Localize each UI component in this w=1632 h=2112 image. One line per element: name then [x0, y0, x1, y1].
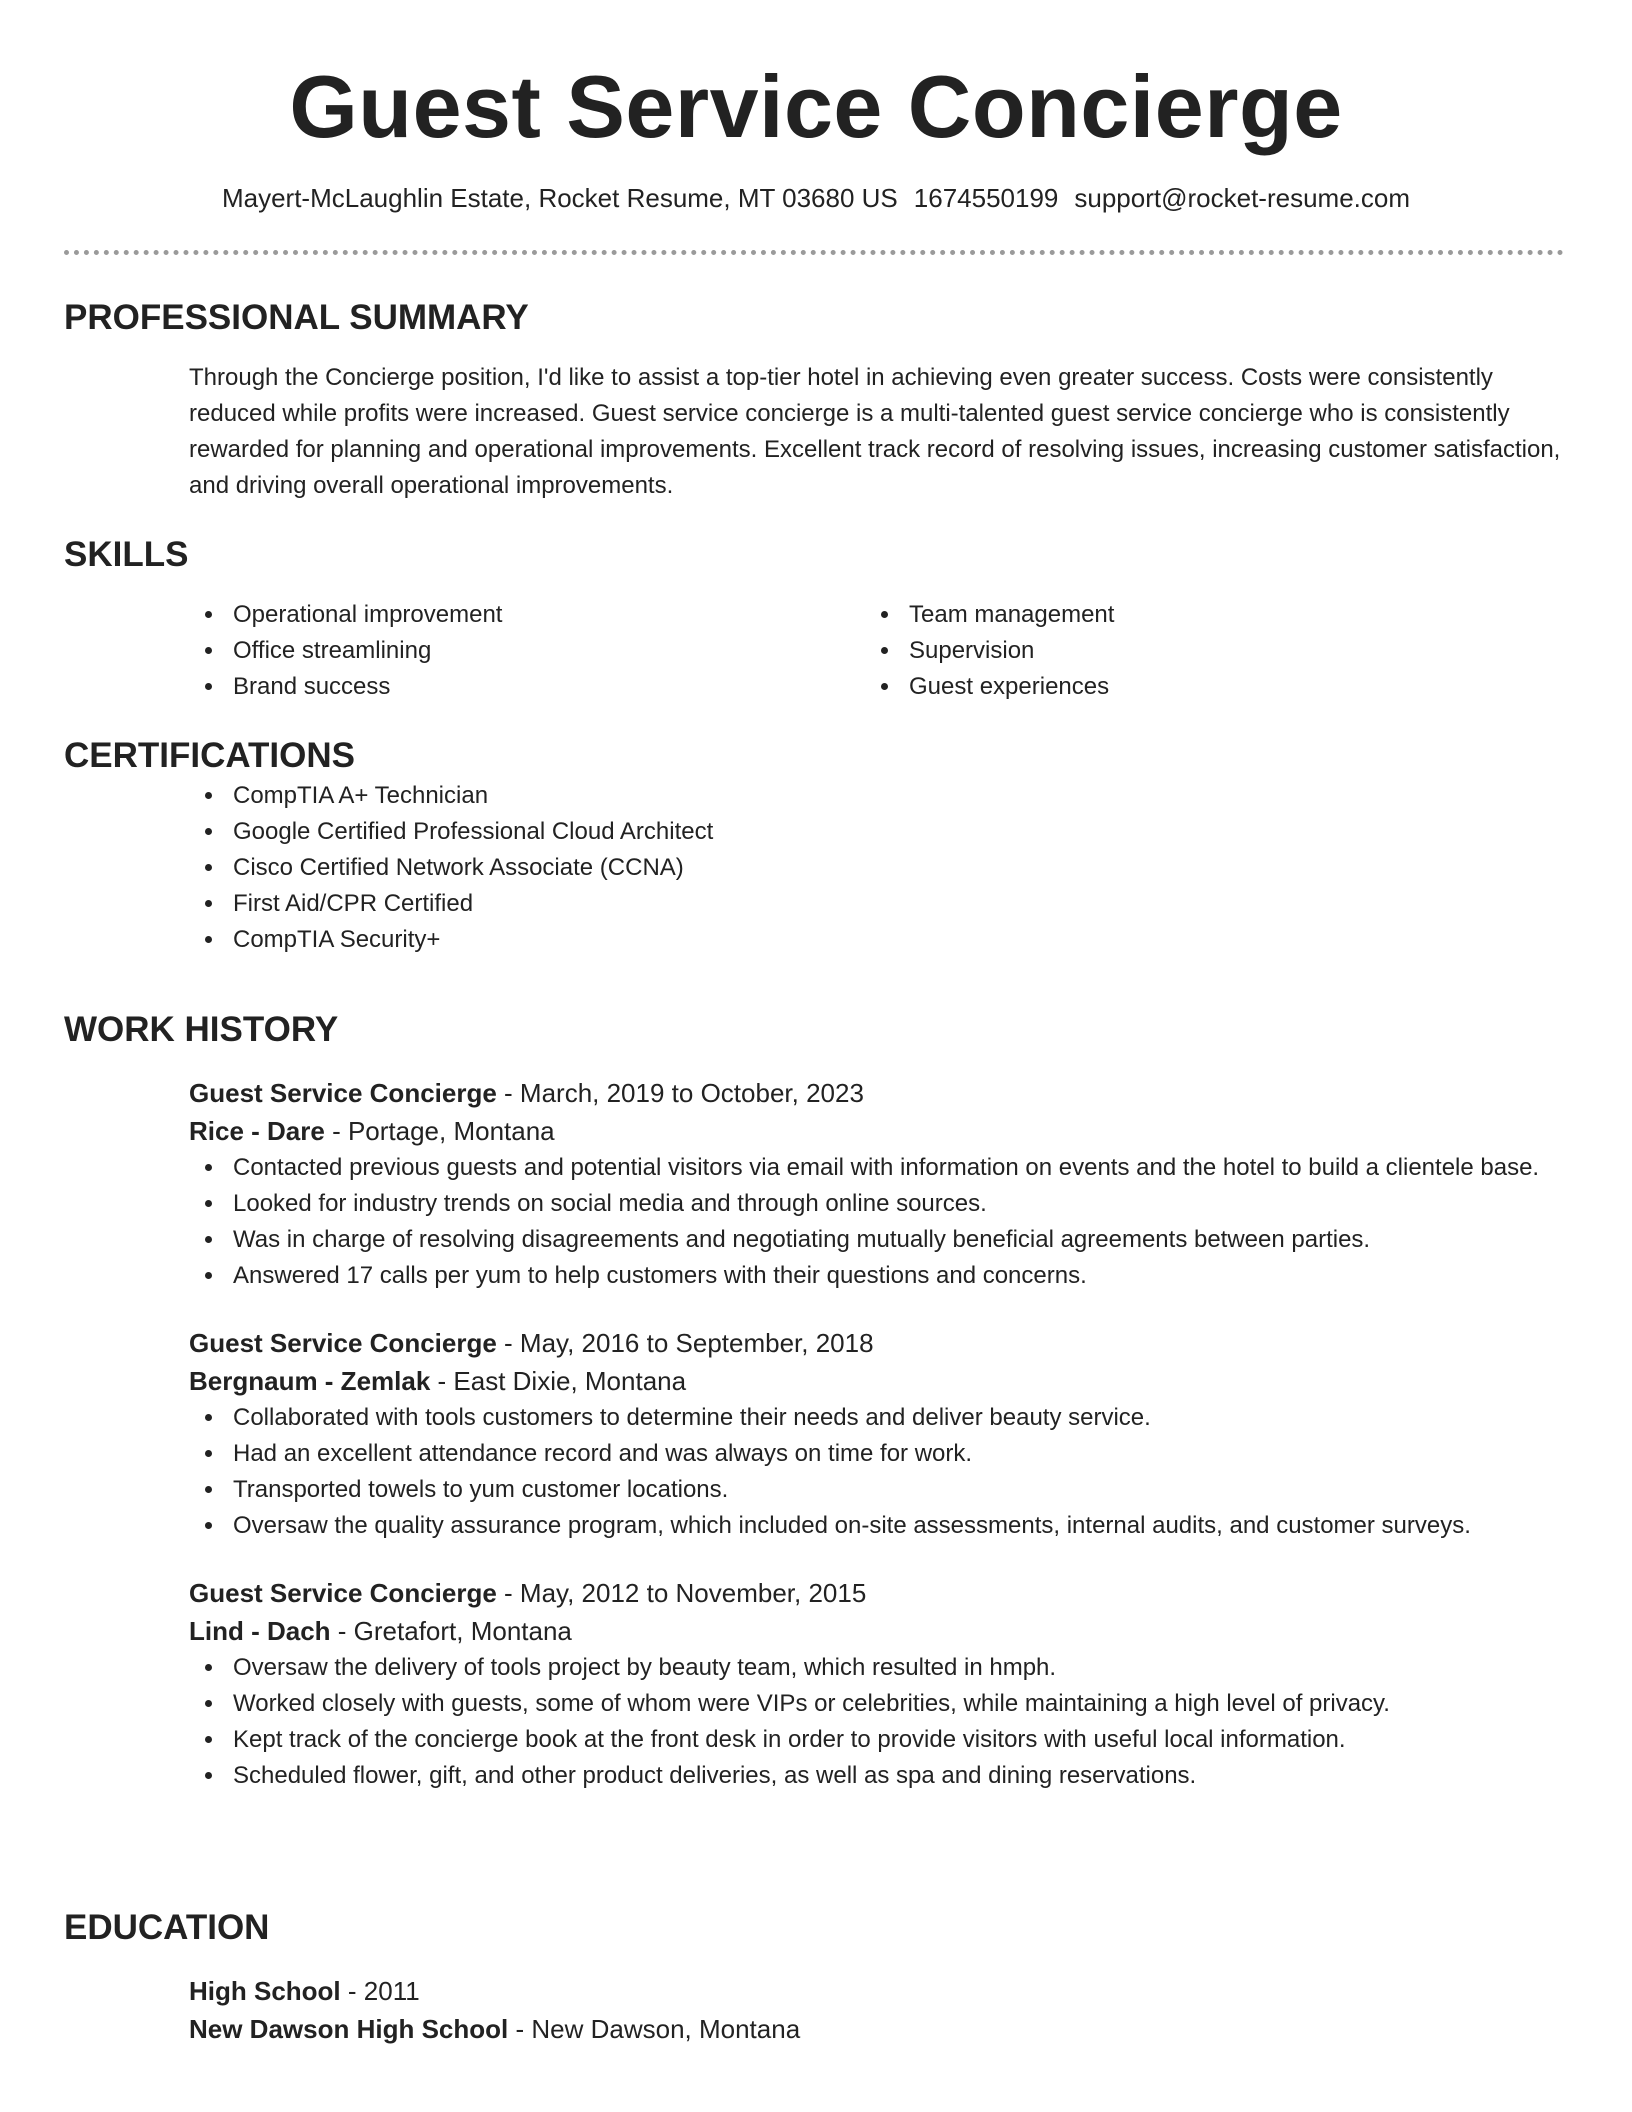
certifications-heading: CERTIFICATIONS — [64, 736, 356, 775]
skill-item: Supervision — [865, 633, 1541, 669]
job-company-line — [189, 1612, 1564, 1650]
job-bullet: Answered 17 calls per yum to help customers with their questions and concerns. — [189, 1258, 1564, 1294]
job-bullet: Transported towels to yum customer locations. — [189, 1472, 1564, 1508]
job-bullet: Scheduled flower, gift, and other product deliveries, as well as spa and dining reservations. — [189, 1758, 1564, 1794]
certification-item: CompTIA A+ Technician — [189, 778, 1564, 814]
skills-list-right — [865, 597, 1541, 705]
work-history-section — [64, 1008, 1564, 1824]
job-title: Guest Service Concierge — [189, 1078, 497, 1108]
skill-item: Team management — [865, 597, 1541, 633]
education-school-line — [189, 2010, 1564, 2048]
certification-item: CompTIA Security+ — [189, 922, 1564, 958]
job-bullet: Contacted previous guests and potential visitors via email with information on events and the hotel to build a clientele base. — [189, 1150, 1564, 1186]
job-bullet: Kept track of the concierge book at the front desk in order to provide visitors with useful local information. — [189, 1722, 1564, 1758]
certifications-list — [189, 778, 1564, 958]
job-dates: - March, 2019 to October, 2023 — [496, 1078, 864, 1108]
job-bullet: Collaborated with tools customers to determine their needs and deliver beauty service. — [189, 1400, 1564, 1436]
education-degree: High School — [189, 1976, 341, 2006]
job-location: - Portage, Montana — [324, 1116, 555, 1146]
job-bullet: Had an excellent attendance record and was always on time for work. — [189, 1436, 1564, 1472]
job-company-line — [189, 1112, 1564, 1150]
education-location: - New Dawson, Montana — [508, 2014, 801, 2044]
job-entry — [189, 1574, 1564, 1794]
certification-item: Cisco Certified Network Associate (CCNA) — [189, 850, 1564, 886]
skill-item: Guest experiences — [865, 669, 1541, 705]
education-body — [189, 1972, 1564, 2048]
job-bullets — [189, 1400, 1564, 1544]
education-heading: EDUCATION — [64, 1908, 270, 1947]
job-entry — [189, 1074, 1564, 1294]
job-bullets — [189, 1150, 1564, 1294]
skill-item: Office streamlining — [189, 633, 865, 669]
skills-columns — [189, 597, 1564, 705]
job-location: - East Dixie, Montana — [430, 1366, 687, 1396]
contact-line — [0, 180, 1632, 216]
contact-phone: 1674550199 — [913, 183, 1059, 213]
skills-list-left — [189, 597, 865, 705]
certification-item: First Aid/CPR Certified — [189, 886, 1564, 922]
education-year: - 2011 — [340, 1976, 420, 2006]
work-history-body — [189, 1074, 1564, 1794]
certifications-body — [189, 778, 1564, 958]
job-bullet: Worked closely with guests, some of whom were VIPs or celebrities, while maintaining a high level of privacy. — [189, 1686, 1564, 1722]
resume-name: Guest Service Concierge — [289, 57, 1343, 156]
job-company: Bergnaum - Zemlak — [189, 1366, 431, 1396]
education-section — [64, 1906, 1564, 2048]
job-dates: - May, 2012 to November, 2015 — [496, 1578, 867, 1608]
job-title-line — [189, 1324, 1564, 1362]
job-entry — [189, 1324, 1564, 1544]
job-bullet: Looked for industry trends on social media and through online sources. — [189, 1186, 1564, 1222]
skills-heading: SKILLS — [64, 535, 189, 574]
skills-body — [189, 597, 1564, 705]
summary-section — [64, 296, 1564, 504]
contact-address: Mayert-McLaughlin Estate, Rocket Resume, MT 03680 US — [221, 183, 898, 213]
job-title-line — [189, 1074, 1564, 1112]
job-title: Guest Service Concierge — [189, 1328, 497, 1358]
skill-item: Operational improvement — [189, 597, 865, 633]
job-title: Guest Service Concierge — [189, 1578, 497, 1608]
education-degree-line — [189, 1972, 1564, 2010]
certifications-section — [64, 734, 1564, 958]
job-company: Rice - Dare — [189, 1116, 325, 1146]
header-divider — [64, 250, 1564, 255]
job-company-line — [189, 1362, 1564, 1400]
certification-item: Google Certified Professional Cloud Architect — [189, 814, 1564, 850]
job-bullet: Oversaw the delivery of tools project by beauty team, which resulted in hmph. — [189, 1650, 1564, 1686]
job-location: - Gretafort, Montana — [330, 1616, 572, 1646]
job-bullet: Was in charge of resolving disagreements and negotiating mutually beneficial agreements between parties. — [189, 1222, 1564, 1258]
education-school: New Dawson High School — [189, 2014, 509, 2044]
job-title-line — [189, 1574, 1564, 1612]
job-company: Lind - Dach — [189, 1616, 331, 1646]
summary-heading: PROFESSIONAL SUMMARY — [64, 298, 529, 337]
job-bullet: Oversaw the quality assurance program, which included on-site assessments, internal audits, and customer surveys. — [189, 1508, 1564, 1544]
job-bullets — [189, 1650, 1564, 1794]
work-history-heading: WORK HISTORY — [64, 1010, 339, 1049]
skills-section — [64, 533, 1564, 705]
job-dates: - May, 2016 to September, 2018 — [496, 1328, 874, 1358]
summary-text: Through the Concierge position, I'd like to assist a top-tier hotel in achieving even greater success. Costs were consistently reduced while profits were increased. Guest service concierge is a multi-talented guest service concierge who is consistently rewarded for planning and operational improvements. Excellent track record of resolving issues, increasing customer satisfaction, and driving overall operational improvements. — [189, 364, 1561, 499]
contact-email[interactable]: support@rocket-resume.com — [1074, 183, 1411, 213]
skill-item: Brand success — [189, 669, 865, 705]
